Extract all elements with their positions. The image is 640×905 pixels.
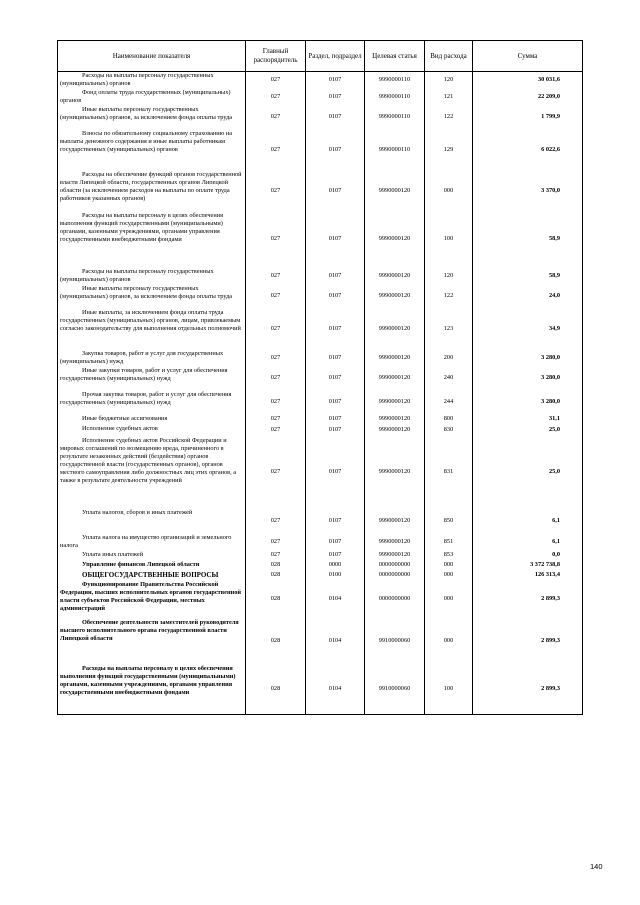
- row-admin-cell: 027: [246, 72, 306, 89]
- row-kind-cell: 122: [425, 106, 473, 130]
- row-sum-cell: 6 022,6: [473, 130, 583, 171]
- row-kind-cell: 800: [425, 415, 473, 425]
- row-admin-cell: 027: [246, 509, 306, 534]
- row-sum-cell: 3 280,0: [473, 391, 583, 415]
- row-name-cell: ОБЩЕГОСУДАРСТВЕННЫЕ ВОПРОСЫ: [58, 571, 246, 581]
- row-admin-cell: 028: [246, 561, 306, 571]
- table-body: [58, 72, 583, 715]
- table-row: [58, 89, 583, 106]
- row-kind-cell: 100: [425, 665, 473, 715]
- row-sum-cell: 31,1: [473, 415, 583, 425]
- row-kind-cell: 000: [425, 581, 473, 619]
- row-target-cell: 0000000000: [365, 561, 425, 571]
- row-target-cell: 9990000120: [365, 171, 425, 212]
- row-sum-cell: 22 209,0: [473, 89, 583, 106]
- header-admin: Главный распорядитель: [246, 41, 306, 72]
- row-name-cell: Прочая закупка товаров, работ и услуг для обеспечения государственных (муниципальных) нужд: [58, 391, 246, 415]
- row-section-cell: 0107: [306, 106, 365, 130]
- row-admin-cell: 027: [246, 367, 306, 391]
- row-target-cell: 9990000120: [365, 309, 425, 350]
- table-row: [58, 581, 583, 619]
- table-row: [58, 268, 583, 285]
- row-name-cell: Расходы на выплаты персоналу государственных (муниципальных) органов: [58, 72, 246, 89]
- row-target-cell: 9990000110: [365, 89, 425, 106]
- row-section-cell: 0107: [306, 268, 365, 285]
- table-row: [58, 551, 583, 561]
- table-row: [58, 285, 583, 309]
- row-name-cell: Закупка товаров, работ и услуг для государственных (муниципальных) нужд: [58, 350, 246, 367]
- row-section-cell: 0100: [306, 571, 365, 581]
- table-row: [58, 171, 583, 212]
- table-row: [58, 437, 583, 509]
- row-section-cell: 0104: [306, 581, 365, 619]
- row-section-cell: 0000: [306, 561, 365, 571]
- row-name-cell: Уплата иных платежей: [58, 551, 246, 561]
- row-name-cell: Исполнение судебных актов Российской Федерации и мировых соглашений по возмещению вреда, причиненного в результате незаконных действий (бездействия) органов государственной власти (государственных органов), органов местного самоуправления либо должностных лиц этих органов, а также в результате деятельности учреждений: [58, 437, 246, 509]
- table-row: [58, 665, 583, 715]
- header-sum: Сумма: [473, 41, 583, 72]
- table-row: [58, 309, 583, 350]
- table-row: [58, 619, 583, 665]
- row-section-cell: 0107: [306, 89, 365, 106]
- row-kind-cell: 121: [425, 89, 473, 106]
- row-admin-cell: 027: [246, 89, 306, 106]
- row-admin-cell: 027: [246, 391, 306, 415]
- row-admin-cell: 027: [246, 171, 306, 212]
- row-sum-cell: 3 370,0: [473, 171, 583, 212]
- row-section-cell: 0107: [306, 72, 365, 89]
- table-row: [58, 561, 583, 571]
- row-name-cell: Иные выплаты персоналу государственных (муниципальных) органов, за исключением фонда оплаты труда: [58, 106, 246, 130]
- row-admin-cell: 028: [246, 581, 306, 619]
- page-number: 140: [590, 862, 603, 871]
- row-section-cell: 0107: [306, 437, 365, 509]
- row-kind-cell: 000: [425, 171, 473, 212]
- row-sum-cell: 2 899,3: [473, 619, 583, 665]
- row-name-cell: Иные закупки товаров, работ и услуг для обеспечения государственных (муниципальных) нужд: [58, 367, 246, 391]
- row-sum-cell: 3 372 738,8: [473, 561, 583, 571]
- table-header-row: [58, 41, 583, 72]
- row-kind-cell: 123: [425, 309, 473, 350]
- row-name-cell: Управление финансов Липецкой области: [58, 561, 246, 571]
- row-admin-cell: 027: [246, 285, 306, 309]
- row-name-cell: Уплата налогов, сборов и иных платежей: [58, 509, 246, 534]
- row-admin-cell: 027: [246, 268, 306, 285]
- row-sum-cell: 6,1: [473, 534, 583, 551]
- row-sum-cell: 3 280,0: [473, 367, 583, 391]
- row-admin-cell: 027: [246, 415, 306, 425]
- row-section-cell: 0107: [306, 367, 365, 391]
- table-row: [58, 509, 583, 534]
- row-section-cell: 0104: [306, 665, 365, 715]
- header-target: Целевая статья: [365, 41, 425, 72]
- row-admin-cell: 028: [246, 571, 306, 581]
- row-kind-cell: 200: [425, 350, 473, 367]
- row-target-cell: 9990000120: [365, 367, 425, 391]
- row-kind-cell: 831: [425, 437, 473, 509]
- row-section-cell: 0107: [306, 130, 365, 171]
- row-sum-cell: 3 280,0: [473, 350, 583, 367]
- row-name-cell: Иные бюджетные ассигнования: [58, 415, 246, 425]
- budget-table-sheet: [57, 40, 582, 715]
- row-kind-cell: 244: [425, 391, 473, 415]
- row-sum-cell: 30 031,6: [473, 72, 583, 89]
- row-target-cell: 0000000000: [365, 571, 425, 581]
- budget-table: [57, 40, 583, 715]
- row-target-cell: 9910000060: [365, 619, 425, 665]
- row-section-cell: 0107: [306, 285, 365, 309]
- row-admin-cell: 027: [246, 212, 306, 268]
- table-row: [58, 571, 583, 581]
- row-name-cell: Иные выплаты персоналу государственных (муниципальных) органов, за исключением фонда оплаты труда: [58, 285, 246, 309]
- row-kind-cell: 853: [425, 551, 473, 561]
- row-target-cell: 9990000120: [365, 285, 425, 309]
- row-target-cell: 9910000060: [365, 665, 425, 715]
- row-sum-cell: 2 899,3: [473, 581, 583, 619]
- table-row: [58, 367, 583, 391]
- row-sum-cell: 24,0: [473, 285, 583, 309]
- row-kind-cell: 851: [425, 534, 473, 551]
- row-target-cell: 9990000110: [365, 72, 425, 89]
- row-section-cell: 0107: [306, 534, 365, 551]
- row-target-cell: 9990000120: [365, 509, 425, 534]
- row-name-cell: Расходы на обеспечение функций органов государственной власти Липецкой области, государственных органов Липецкой области (за исключением расходов на выплаты по оплате труда работников указанных органов): [58, 171, 246, 212]
- row-sum-cell: 34,9: [473, 309, 583, 350]
- row-kind-cell: 100: [425, 212, 473, 268]
- header-kind: Вид расхода: [425, 41, 473, 72]
- row-target-cell: 9990000120: [365, 415, 425, 425]
- row-target-cell: 0000000000: [365, 581, 425, 619]
- row-sum-cell: 1 799,9: [473, 106, 583, 130]
- row-target-cell: 9990000120: [365, 350, 425, 367]
- table-row: [58, 425, 583, 437]
- header-section: Раздел, подраздел: [306, 41, 365, 72]
- row-admin-cell: 028: [246, 619, 306, 665]
- row-name-cell: Расходы на выплаты персоналу в целях обеспечения выполнения функций государственными (муниципальными) органами, казенными учреждениями, органами управления государственными внебюджетными фондами: [58, 212, 246, 268]
- row-section-cell: 0107: [306, 212, 365, 268]
- row-sum-cell: 0,0: [473, 551, 583, 561]
- row-kind-cell: 129: [425, 130, 473, 171]
- row-admin-cell: 027: [246, 534, 306, 551]
- row-sum-cell: 2 899,3: [473, 665, 583, 715]
- row-section-cell: 0107: [306, 309, 365, 350]
- row-admin-cell: 027: [246, 425, 306, 437]
- row-sum-cell: 58,9: [473, 212, 583, 268]
- row-section-cell: 0107: [306, 425, 365, 437]
- row-kind-cell: 120: [425, 268, 473, 285]
- row-name-cell: Функционирование Правительства Российской Федерации, высших исполнительных органов государственной власти субъектов Российской Федерации, местных администраций: [58, 581, 246, 619]
- row-name-cell: Взносы по обязательному социальному страхованию на выплаты денежного содержания и иные выплаты работникам государственных (муниципальных) органов: [58, 130, 246, 171]
- header-name: Наименование показателя: [58, 41, 246, 72]
- row-target-cell: 9990000110: [365, 106, 425, 130]
- row-admin-cell: 027: [246, 130, 306, 171]
- row-admin-cell: 028: [246, 665, 306, 715]
- table-row: [58, 106, 583, 130]
- row-sum-cell: 25,0: [473, 425, 583, 437]
- row-target-cell: 9990000120: [365, 268, 425, 285]
- row-kind-cell: 120: [425, 72, 473, 89]
- table-row: [58, 130, 583, 171]
- row-name-cell: Расходы на выплаты персоналу в целях обеспечения выполнения функций государственными (муниципальными) органами, казенными учреждениями, органами управления государственными внебюджетными фондами: [58, 665, 246, 715]
- row-name-cell: Исполнение судебных актов: [58, 425, 246, 437]
- table-row: [58, 534, 583, 551]
- row-target-cell: 9990000120: [365, 437, 425, 509]
- row-name-cell: Уплата налога на имущество организаций и земельного налога: [58, 534, 246, 551]
- row-admin-cell: 027: [246, 437, 306, 509]
- table-row: [58, 72, 583, 89]
- row-name-cell: Фонд оплаты труда государственных (муниципальных) органов: [58, 89, 246, 106]
- row-sum-cell: 126 313,4: [473, 571, 583, 581]
- table-row: [58, 212, 583, 268]
- row-sum-cell: 58,9: [473, 268, 583, 285]
- row-kind-cell: 000: [425, 571, 473, 581]
- row-target-cell: 9990000120: [365, 425, 425, 437]
- row-section-cell: 0107: [306, 171, 365, 212]
- table-row: [58, 391, 583, 415]
- table-row: [58, 350, 583, 367]
- row-target-cell: 9990000120: [365, 551, 425, 561]
- row-admin-cell: 027: [246, 309, 306, 350]
- row-section-cell: 0107: [306, 391, 365, 415]
- row-sum-cell: 25,0: [473, 437, 583, 509]
- row-admin-cell: 027: [246, 551, 306, 561]
- row-target-cell: 9990000120: [365, 391, 425, 415]
- table-row: [58, 415, 583, 425]
- row-admin-cell: 027: [246, 106, 306, 130]
- row-kind-cell: 000: [425, 619, 473, 665]
- row-admin-cell: 027: [246, 350, 306, 367]
- row-kind-cell: 000: [425, 561, 473, 571]
- row-sum-cell: 6,1: [473, 509, 583, 534]
- row-section-cell: 0107: [306, 415, 365, 425]
- row-kind-cell: 240: [425, 367, 473, 391]
- row-kind-cell: 830: [425, 425, 473, 437]
- row-kind-cell: 122: [425, 285, 473, 309]
- row-target-cell: 9990000120: [365, 534, 425, 551]
- row-section-cell: 0107: [306, 350, 365, 367]
- row-target-cell: 9990000110: [365, 130, 425, 171]
- row-section-cell: 0107: [306, 551, 365, 561]
- row-section-cell: 0104: [306, 619, 365, 665]
- row-name-cell: Расходы на выплаты персоналу государственных (муниципальных) органов: [58, 268, 246, 285]
- row-name-cell: Обеспечение деятельности заместителей руководителя высшего исполнительного органа государственной власти Липецкой области: [58, 619, 246, 665]
- row-section-cell: 0107: [306, 509, 365, 534]
- row-kind-cell: 850: [425, 509, 473, 534]
- row-target-cell: 9990000120: [365, 212, 425, 268]
- row-name-cell: Иные выплаты, за исключением фонда оплаты труда государственных (муниципальных) органов, лицам, привлекаемым согласно законодательству для выполнения отдельных полномочий: [58, 309, 246, 350]
